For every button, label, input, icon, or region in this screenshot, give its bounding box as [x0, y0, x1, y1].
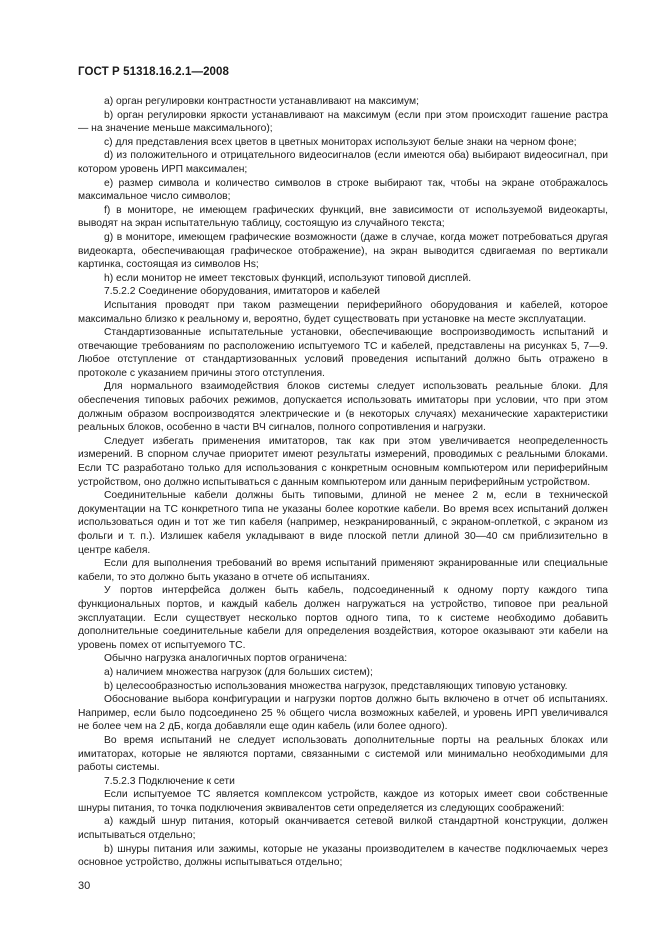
paragraph: Следует избегать применения имитаторов, так как при этом увеличивается неопределенность измерений. В спорном случае приоритет имеют результаты измерений, проводимых с реальными блоками. Если ТС разработано только для использования с конкретным основным компьютером или периферийным устройством, оно должно испытываться с данным компьютером или данным периферийным устройством. — [78, 435, 608, 488]
list-item-f: f) в мониторе, не имеющем графических функций, вне зависимости от используемой видеокарты, выводят на экран испытательную таблицу, состоящую из случайного текста; — [78, 204, 608, 230]
list-item-a: а) каждый шнур питания, который оканчивается сетевой вилкой стандартной конструкции, должен испытываться отдельно; — [78, 816, 608, 842]
paragraph: Обоснование выбора конфигурации и нагрузки портов должно быть включено в отчет об испытаниях. Например, если было подсоединено 25 % общего числа возможных кабелей, и уровень ИРП увеличивался не более чем на 2 дБ, когда добавляли еще один кабель (или более одного). — [78, 694, 608, 733]
paragraph: Во время испытаний не следует использовать дополнительные порты на реальных блоках или имитаторах, которые не являются портами, связанными с системой или минимально необходимыми для работы системы. — [78, 734, 608, 774]
list-item-d: d) из положительного и отрицательного видеосигналов (если имеются оба) выбирают видеосигнал, при котором уровень ИРП максимален; — [78, 150, 608, 175]
page-number: 30 — [78, 880, 91, 892]
paragraph: Обычно нагрузка аналогичных портов ограничена: — [104, 653, 348, 665]
paragraph: Испытания проводят при таком размещении периферийного оборудования и кабелей, которое максимально близко к реальному и, вероятно, будет существовать при установке на месте эксплуатации. — [78, 299, 608, 325]
section-heading-7-5-2-3: 7.5.2.3 Подключение к сети — [104, 775, 235, 787]
list-item-e: e) размер символа и количество символов в строке выбирают так, чтобы на экране отображалось максимальное число символов; — [78, 177, 608, 203]
paragraph: Если испытуемое ТС является комплексом устройств, каждое из которых имеет свои собственные шнуры питания, то точка подключения эквивалентов сети определяется из следующих соображений: — [78, 789, 608, 814]
standard-code-header: ГОСТ Р 51318.16.2.1—2008 — [78, 66, 230, 78]
list-item-h: h) если монитор не имеет текстовых функций, используют типовой дисплей. — [104, 272, 472, 284]
section-heading-7-5-2-2: 7.5.2.2 Соединение оборудования, имитаторов и кабелей — [104, 286, 381, 298]
paragraph: Стандартизованные испытательные установки, обеспечивающие воспроизводимость испытаний и отвечающие требованиям по расположению испытуемого ТС и кабелей, представлены на рисунках 5, 7—9. Любое отступление от стандартизованных условий проведения испытаний должно быть отражено в протоколе с указанием причины этого отступления. — [78, 327, 608, 379]
list-item-a: а) орган регулировки контрастности устанавливают на максимум; — [104, 96, 419, 107]
list-item-a: а) наличием множества нагрузок (для больших систем); — [104, 666, 373, 678]
list-item-b: b) орган регулировки яркости устанавливают на максимум (если при этом происходит гашение растра — на значение меньше максимального); — [78, 109, 608, 135]
paragraph: У портов интерфейса должен быть кабель, подсоединенный к одному порту каждого типа функциональных портов, и каждый кабель должен нагружаться на устройство, типовое при реальной эксплуатации. Если существует несколько портов одного типа, то к системе необходимо добавить дополнительные соединительные кабели для определения воздействия, которое оказывают эти кабели на уровень помех от испытуемого ТС. — [78, 585, 608, 651]
body-text — [78, 95, 608, 870]
paragraph: Если для выполнения требований во время испытаний применяют экранированные или специальные кабели, то это должно быть указано в отчете об испытаниях. — [78, 558, 608, 583]
list-item-b: b) шнуры питания или зажимы, которые не указаны производителем в качестве подключаемых через основное устройство, должны испытываться отдельно; — [78, 843, 608, 869]
list-item-g: g) в мониторе, имеющем графические возможности (даже в случае, когда может потребоваться другая видеокарта, обеспечивающая графическое отображение), на экран выводится сдвигаемая по вертикали картинка, состоящая из символов Hs; — [78, 231, 608, 271]
list-item-c: c) для представления всех цветов в цветных мониторах используют белые знаки на черном фоне; — [104, 136, 577, 148]
paragraph: Для нормального взаимодействия блоков системы следует использовать реальные блоки. Для обеспечения типовых рабочих режимов, допускается использовать имитаторы при условии, что при этом должным образом воспроизводятся электрические и (в некоторых случаях) механические характеристики реальных блоков, особенно в части ВЧ сигналов, полного сопротивления и нагрузки. — [78, 381, 608, 434]
paragraph: Соединительные кабели должны быть типовыми, длиной не менее 2 м, если в технической документации на ТС конкретного типа не указаны более короткие кабели. Во время всех испытаний должен использоваться один и тот же тип кабеля (например, неэкранированный, с экраном-оплеткой, с экраном из фольги и т. п.). Излишек кабеля укладывают в виде плоской петли длиной 30—40 см приблизительно в центре кабеля. — [78, 490, 608, 556]
list-item-b: b) целесообразностью использования множества нагрузок, представляющих типовую установку. — [104, 680, 568, 692]
